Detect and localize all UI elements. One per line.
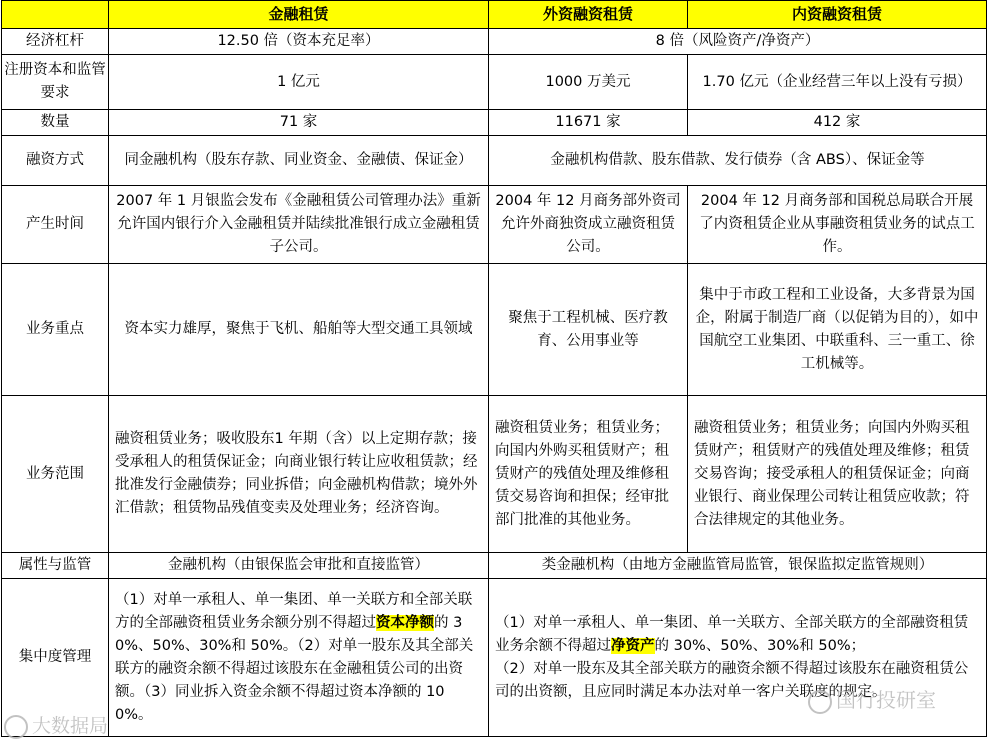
cell-domestic: 集中于市政工程和工业设备，大多背景为国企，附属于制造厂商（以促销为目的），如中国航空工业集团、中联重科、三一重工、徐工机械等。 (688, 264, 987, 396)
cell-financial: 金融机构（由银保监会审批和直接监管） (109, 553, 489, 579)
cell-financial: 71 家 (109, 110, 489, 136)
header-domestic-leasing: 内资融资租赁 (688, 1, 987, 29)
row-label: 业务重点 (2, 264, 109, 396)
row-attribute (2, 553, 987, 579)
cell-domestic: 2004 年 12 月商务部和国税总局联合开展了内资租赁企业从事融资租赁业务的试点工作。 (688, 186, 987, 264)
row-label: 数量 (2, 110, 109, 136)
cell-financial: 资本实力雄厚，聚焦于飞机、船舶等大型交通工具领域 (109, 264, 489, 396)
row-label: 集中度管理 (2, 579, 109, 737)
cell-foreign-domestic: 类金融机构（由地方金融监管局监管，银保监拟定监管规则） (489, 553, 987, 579)
row-origin (2, 186, 987, 264)
cell-foreign: 2004 年 12 月商务部外资司允许外商独资成立融资租赁公司。 (489, 186, 688, 264)
cell-domestic: 1.70 亿元（企业经营三年以上没有亏损） (688, 55, 987, 110)
comparison-table (1, 0, 987, 737)
cell-financial: 融资租赁业务；吸收股东1 年期（含）以上定期存款；接受承租人的租赁保证金；向商业银行转让应收租赁款；经批准发行金融债券；同业拆借；向金融机构借款；境外外汇借款；租赁物品残值变卖及处理业务；经济咨询。 (109, 396, 489, 553)
row-label: 融资方式 (2, 136, 109, 186)
row-label: 业务范围 (2, 396, 109, 553)
row-count (2, 110, 987, 136)
conc-other-text-a: （1）对单一承租人、单一集团、单一关联方、全部关联方的全部融资租赁业务余额不得超过 (495, 614, 969, 654)
cell-domestic: 412 家 (688, 110, 987, 136)
row-concentration (2, 579, 987, 737)
cell-financial: 12.50 倍（资本充足率） (109, 29, 489, 55)
cell-foreign-domestic: 8 倍（风险资产/净资产） (489, 29, 987, 55)
header-row (2, 1, 987, 29)
cell-foreign: 聚焦于工程机械、医疗教育、公用事业等 (489, 264, 688, 396)
header-corner (2, 1, 109, 29)
cell-financial: 2007 年 1 月银监会发布《金融租赁公司管理办法》重新允许国内银行介入金融租赁并陆续批准银行成立金融租赁子公司。 (109, 186, 489, 264)
conc-other-para-2: （2）对单一股东及其全部关联方的融资余额不得超过该股东在融资租赁公司的出资额，且应同时满足本办法对单一客户关联度的规定。 (495, 660, 969, 700)
row-label: 注册资本和监管要求 (2, 55, 109, 110)
conc-other-text-b: 的 30%、50%、30%和 50%； (654, 637, 866, 654)
row-label: 经济杠杆 (2, 29, 109, 55)
row-capital (2, 55, 987, 110)
conc-fin-highlight: 资本净额 (376, 614, 434, 631)
cell-foreign: 1000 万美元 (489, 55, 688, 110)
watermark-left-text: 大数据局 (32, 715, 109, 737)
cell-foreign-domestic (489, 579, 987, 737)
conc-other-highlight: 净资产 (611, 637, 655, 654)
conc-other-para-1 (495, 612, 980, 658)
conc-fin-text-b: 的 30%、50%、30%和 50%。（2）对单一股东及其全部关联方的融资余额不得超过该股东在金融租赁公司的出资额。（3）同业拆入资金余额不得超过资本净额的 100%。 (115, 614, 474, 723)
cell-financial: 同金融机构（股东存款、同业资金、金融债、保证金） (109, 136, 489, 186)
header-financial-leasing: 金融租赁 (109, 1, 489, 29)
cell-foreign: 11671 家 (489, 110, 688, 136)
row-funding (2, 136, 987, 186)
row-leverage (2, 29, 987, 55)
row-label: 属性与监管 (2, 553, 109, 579)
cell-foreign: 融资租赁业务；租赁业务；向国内外购买租赁财产；租赁财产的残值处理及维修租赁交易咨询和担保；经审批部门批准的其他业务。 (489, 396, 688, 553)
cell-financial (109, 579, 489, 737)
cell-foreign-domestic: 金融机构借款、股东借款、发行债券（含 ABS）、保证金等 (489, 136, 987, 186)
conc-fin-text-a: （1）对单一承租人、单一集团、单一关联方和全部关联方的全部融资租赁业务余额分别不得超过 (115, 591, 473, 631)
row-focus (2, 264, 987, 396)
cell-domestic: 融资租赁业务；租赁业务；向国内外购买租赁财产；租赁财产的残值处理及维修；租赁交易咨询；接受承租人的租赁保证金；向商业银行、商业保理公司转让租赁应收款；符合法律规定的其他业务。 (688, 396, 987, 553)
row-scope (2, 396, 987, 553)
header-foreign-leasing: 外资融资租赁 (489, 1, 688, 29)
row-label: 产生时间 (2, 186, 109, 264)
watermark-right-text: 国行投研室 (836, 688, 936, 712)
cell-financial: 1 亿元 (109, 55, 489, 110)
